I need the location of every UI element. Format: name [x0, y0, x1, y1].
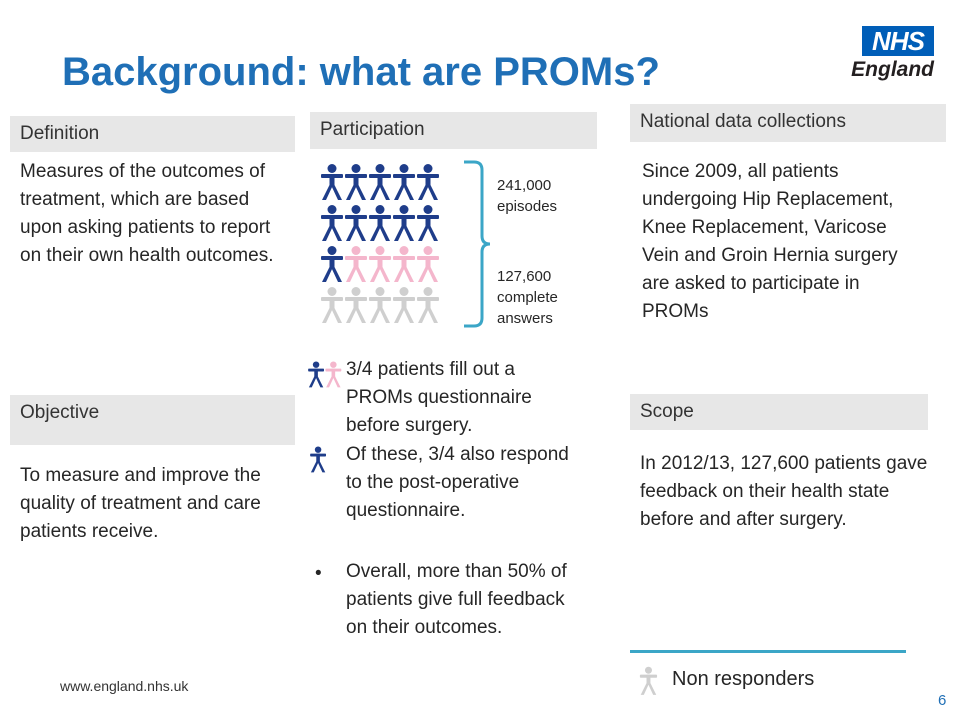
national-text: Since 2009, all patients undergoing Hip Replacement, Knee Replacement, Varicose Vein and Groin Hernia surgery are asked to participate in PROMs	[642, 161, 898, 322]
answers-label: 127,600 complete answers	[497, 268, 558, 327]
person-navy-icon	[308, 445, 330, 473]
nhs-logo-mark: NHS	[862, 26, 934, 56]
person-grey-icon	[636, 666, 664, 696]
page-number: 6	[938, 692, 947, 709]
participation-heading: Participation	[310, 112, 597, 149]
pictogram-row-1	[321, 164, 439, 200]
definition-text: Measures of the outcomes of treatment, which are based upon asking patients to report on their own health outcomes.	[20, 161, 274, 266]
page-title: Background: what are PROMs?	[62, 50, 660, 94]
participation-bullet-2: Of these, 3/4 also respond to the post-operative questionnaire.	[346, 444, 569, 521]
people-pictogram	[316, 160, 456, 328]
pictogram-row-2	[321, 205, 439, 241]
national-heading: National data collections	[630, 104, 946, 142]
scope-heading: Scope	[630, 394, 928, 430]
episodes-label: 241,000 episodes	[497, 177, 558, 215]
bracket-icon	[460, 160, 492, 328]
objective-heading: Objective	[10, 395, 295, 445]
legend-label: Non responders	[672, 668, 815, 690]
pictogram-row-3	[321, 246, 439, 282]
two-people-icon	[306, 360, 346, 388]
footer-url: www.england.nhs.uk	[60, 678, 189, 694]
participation-bullet-1: 3/4 patients fill out a PROMs questionnaire before surgery.	[346, 359, 532, 436]
definition-heading: Definition	[10, 116, 295, 152]
objective-text: To measure and improve the quality of treatment and care patients receive.	[20, 465, 261, 542]
nhs-logo-england: England	[851, 58, 934, 81]
legend-rule	[630, 650, 906, 653]
participation-bullet-3: Overall, more than 50% of patients give full feedback on their outcomes.	[346, 561, 567, 638]
bullet-dot: •	[315, 563, 322, 584]
pictogram-row-4	[321, 287, 439, 323]
scope-text: In 2012/13, 127,600 patients gave feedback on their health state before and after surgery.	[640, 453, 928, 530]
